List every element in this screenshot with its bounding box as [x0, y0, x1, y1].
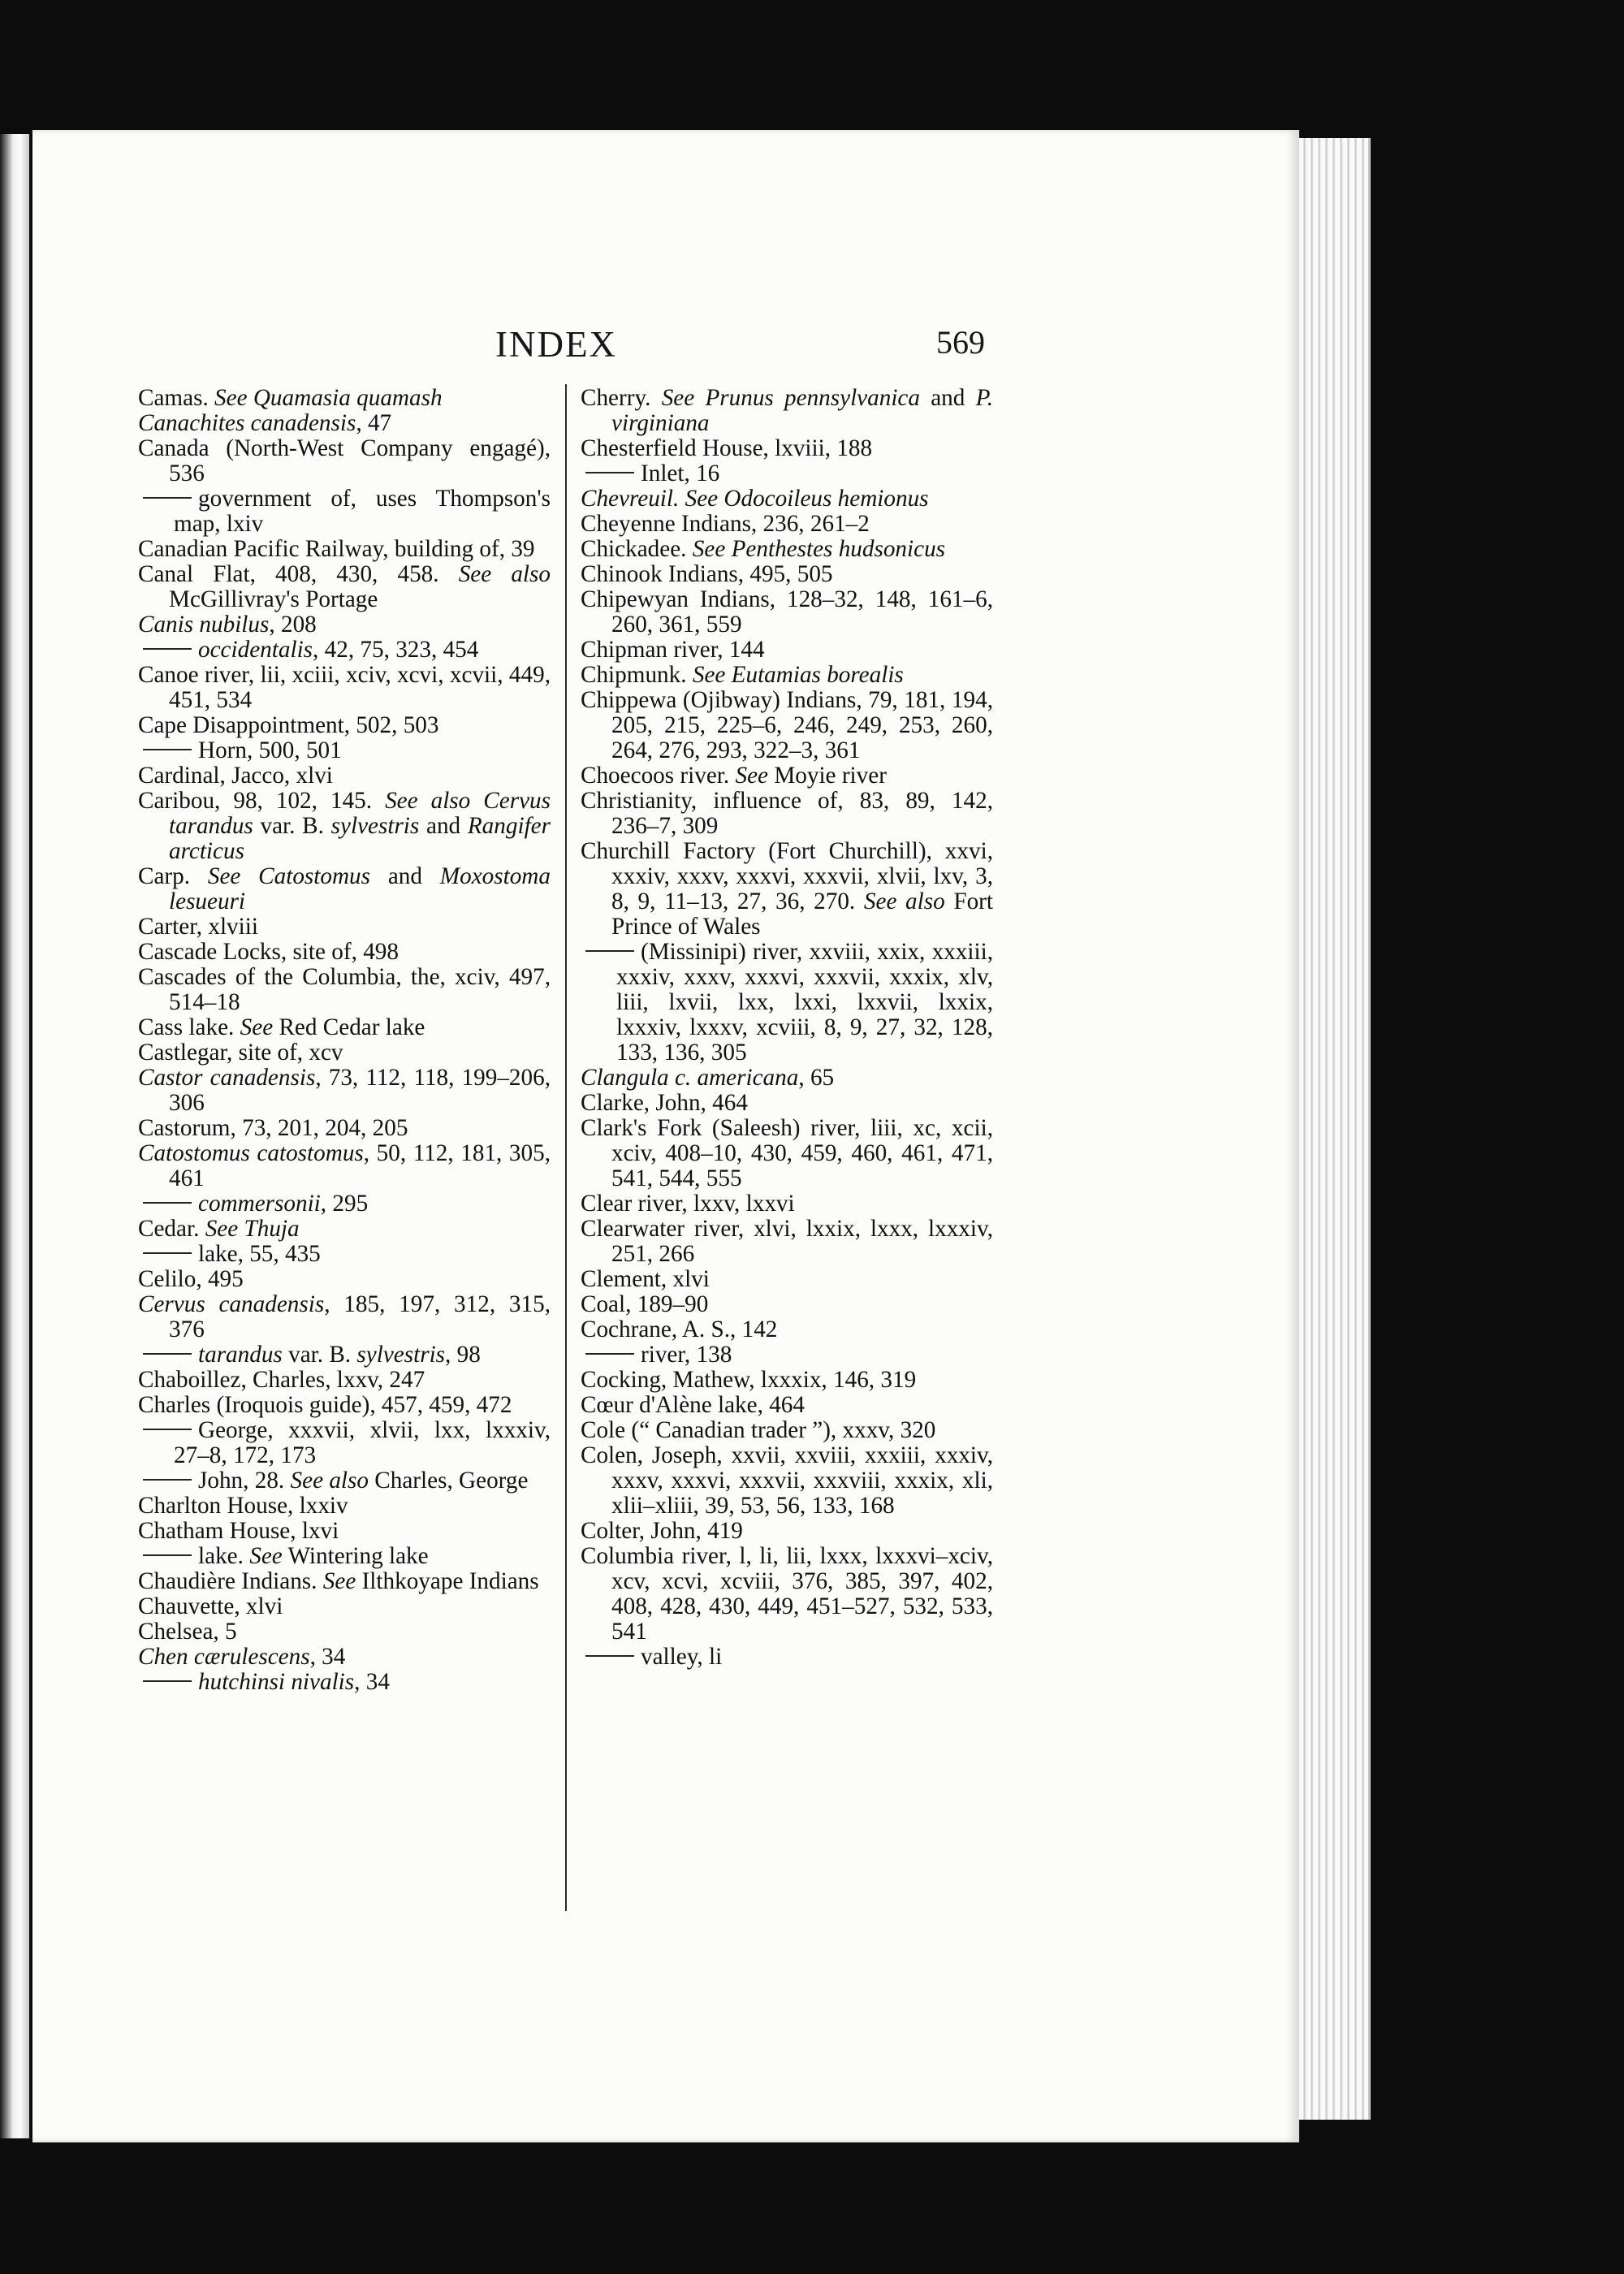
index-entry: Charlton House, lxxiv [138, 1493, 348, 1519]
index-entry: commersonii, 295 [138, 1191, 551, 1217]
index-entry: Camas. See Quamasia quamash [138, 385, 443, 411]
ditto-dash [585, 472, 634, 473]
index-entry: Chevreuil. See Odocoileus hemionus [581, 486, 929, 512]
index-entry: Cheyenne Indians, 236, 261–2 [581, 511, 870, 537]
index-entry: Chinook Indians, 495, 505 [581, 561, 833, 587]
index-entry: Chickadee. See Penthestes hudsonicus [581, 536, 946, 562]
index-column-right [581, 386, 993, 1670]
index-entry: Chipman river, 144 [581, 637, 765, 663]
index-entry: Chesterfield House, lxviii, 188 [581, 435, 873, 461]
page-number: 569 [936, 324, 985, 361]
ditto-dash [143, 648, 192, 650]
ditto-dash [143, 749, 192, 750]
index-entry: George, xxxvii, xlvii, lxx, lxxxiv, 27–8, 172, 173 [138, 1418, 551, 1468]
index-entry: Chauvette, xlvi [138, 1593, 283, 1619]
index-entry: Charles (Iroquois guide), 457, 459, 472 [138, 1392, 512, 1418]
index-entry: Cedar. See Thuja [138, 1216, 300, 1242]
index-entry: Chipmunk. See Eutamias borealis [581, 662, 904, 688]
ditto-dash [143, 1479, 192, 1481]
index-entry: Christianity, influence of, 83, 89, 142, 236–7, 309 [581, 788, 993, 839]
index-entry: lake, 55, 435 [138, 1242, 551, 1267]
index-entry: tarandus var. B. sylvestris, 98 [138, 1342, 551, 1368]
ditto-dash [143, 1202, 192, 1204]
index-entry: Carp. See Catostomus and Moxostoma lesueuri [138, 863, 551, 914]
index-entry: valley, li [581, 1645, 993, 1670]
index-entry: Cape Disappointment, 502, 503 [138, 712, 439, 738]
index-entry: Clarke, John, 464 [581, 1090, 748, 1116]
index-entry: Cascades of the Columbia, the, xciv, 497, 514–18 [138, 964, 551, 1015]
index-entry: river, 138 [581, 1342, 993, 1368]
ditto-dash [143, 497, 192, 499]
index-entry: Celilo, 495 [138, 1266, 244, 1292]
index-entry: government of, uses Thompson's map, lxiv [138, 486, 551, 537]
index-entry: hutchinsi nivalis, 34 [138, 1670, 551, 1695]
index-entry: Caribou, 98, 102, 145. See also Cervus tarandus var. B. sylvestris and Rangifer arcticus [138, 788, 551, 864]
index-entry: Clangula c. americana, 65 [581, 1065, 835, 1091]
index-entry: Colen, Joseph, xxvii, xxviii, xxxiii, xxxiv, xxxv, xxxvi, xxxvii, xxxviii, xxxix, xli, xlii–xliii, 39, 53, 56, 133, 168 [581, 1442, 993, 1519]
index-entry: Canadian Pacific Railway, building of, 39 [138, 536, 535, 562]
index-entry: Columbia river, l, li, lii, lxxx, lxxxvi–xciv, xcv, xcvi, xcviii, 376, 385, 397, 402, 408, 428, 430, 449, 451–527, 532, 533, 541 [581, 1543, 993, 1645]
index-entry: Chippewa (Ojibway) Indians, 79, 181, 194, 205, 215, 225–6, 246, 249, 253, 260, 264, 276, 293, 322–3, 361 [581, 687, 993, 763]
index-entry: lake. See Wintering lake [138, 1544, 551, 1569]
index-entry: Castorum, 73, 201, 204, 205 [138, 1115, 408, 1141]
index-entry: Cocking, Mathew, lxxxix, 146, 319 [581, 1367, 917, 1393]
index-entry: Carter, xlviii [138, 914, 258, 940]
index-entry: Cœur d'Alène lake, 464 [581, 1392, 805, 1418]
ditto-dash [143, 1429, 192, 1430]
index-entry: Clear river, lxxv, lxxvi [581, 1191, 795, 1217]
index-entry: Clearwater river, xlvi, lxxix, lxxx, lxxxiv, 251, 266 [581, 1216, 993, 1267]
index-entry: Cole (“ Canadian trader ”), xxxv, 320 [581, 1417, 936, 1443]
ditto-dash [585, 1353, 634, 1355]
page-header [32, 323, 1299, 372]
index-entry: Chipewyan Indians, 128–32, 148, 161–6, 260, 361, 559 [581, 586, 993, 638]
ditto-dash [585, 950, 634, 952]
index-entry: Canada (North-West Company engagé), 536 [138, 435, 551, 486]
index-entry: Cherry. See Prunus pennsylvanica and P. virginiana [581, 385, 993, 436]
index-entry: Cochrane, A. S., 142 [581, 1316, 778, 1342]
index-entry: occidentalis, 42, 75, 323, 454 [138, 638, 551, 663]
index-entry: Cervus canadensis, 185, 197, 312, 315, 376 [138, 1291, 551, 1342]
column-divider [565, 384, 567, 1911]
index-entry: Chatham House, lxvi [138, 1518, 339, 1544]
index-entry: Canachites canadensis, 47 [138, 410, 392, 436]
ditto-dash [143, 1554, 192, 1556]
previous-page-edge [0, 134, 29, 2138]
index-entry: Colter, John, 419 [581, 1518, 743, 1544]
index-entry: Horn, 500, 501 [138, 738, 551, 763]
index-entry: Clark's Fork (Saleesh) river, liii, xc, xcii, xciv, 408–10, 430, 459, 460, 461, 471, 541, 544, 555 [581, 1115, 993, 1191]
index-entry: Catostomus catostomus, 50, 112, 181, 305, 461 [138, 1140, 551, 1191]
index-entry: Chaboillez, Charles, lxxv, 247 [138, 1367, 425, 1393]
ditto-dash [585, 1655, 634, 1657]
index-entry: Inlet, 16 [581, 461, 993, 486]
index-entry: Cardinal, Jacco, xlvi [138, 763, 333, 789]
index-entry: Chen cærulescens, 34 [138, 1644, 346, 1670]
index-entry: John, 28. See also Charles, George [138, 1468, 551, 1494]
index-entry: Canal Flat, 408, 430, 458. See also McGillivray's Portage [138, 561, 551, 612]
index-entry: Cascade Locks, site of, 498 [138, 939, 399, 965]
index-entry: Coal, 189–90 [581, 1291, 709, 1317]
page-title: INDEX [495, 324, 617, 365]
index-entry: Canoe river, lii, xciii, xciv, xcvi, xcvii, 449, 451, 534 [138, 662, 551, 713]
index-entry: (Missinipi) river, xxviii, xxix, xxxiii, xxxiv, xxxv, xxxvi, xxxvii, xxxix, xlv, liii, lxvii, lxx, lxxi, lxxvii, lxxix, lxxxiv, lxxxv, xcviii, 8, 9, 27, 32, 128, 133, 136, 305 [581, 940, 993, 1066]
index-column-left [138, 386, 551, 1695]
index-entry: Cass lake. See Red Cedar lake [138, 1014, 425, 1040]
index-entry: Chaudière Indians. See Ilthkoyape Indians [138, 1568, 539, 1594]
book-page [32, 130, 1299, 2142]
index-entry: Canis nubilus, 208 [138, 612, 317, 638]
ditto-dash [143, 1252, 192, 1254]
ditto-dash [143, 1353, 192, 1355]
index-entry: Castor canadensis, 73, 112, 118, 199–206, 306 [138, 1065, 551, 1116]
index-entry: Choecoos river. See Moyie river [581, 763, 887, 789]
index-entry: Chelsea, 5 [138, 1619, 237, 1645]
ditto-dash [143, 1680, 192, 1682]
index-entry: Churchill Factory (Fort Churchill), xxvi, xxxiv, xxxv, xxxvi, xxxvii, xlvii, lxv, 3, 8, 9, 11–13, 27, 36, 270. See also Fort Prince of Wales [581, 838, 994, 940]
index-entry: Clement, xlvi [581, 1266, 710, 1292]
index-entry: Castlegar, site of, xcv [138, 1040, 343, 1066]
